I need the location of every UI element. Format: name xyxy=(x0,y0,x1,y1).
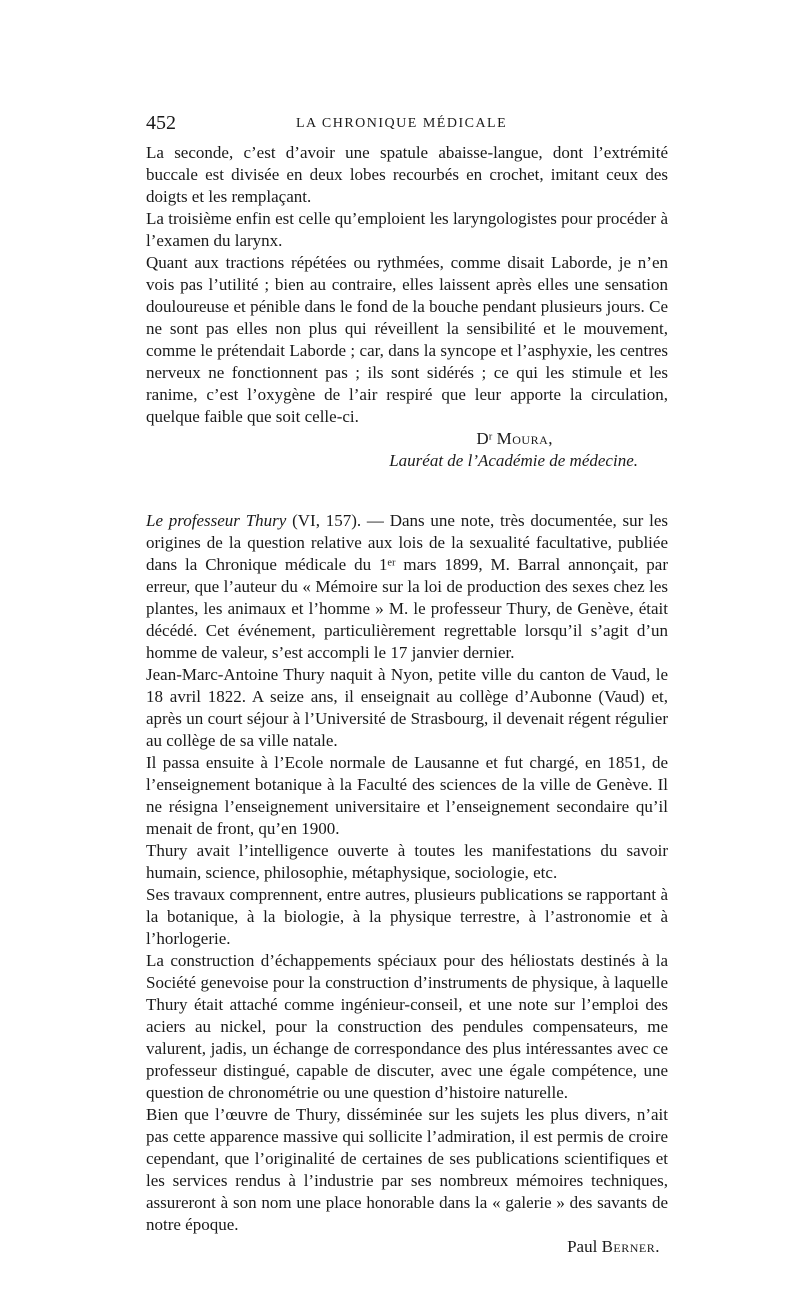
paragraph: La construction d’échappements spéciaux pour des héliostats destinés à la Société genevoise pour la construction d’instruments de physique, à laquelle Thury était attaché comme ingénieur-conseil, et une note sur l’emploi des aciers au nickel, pour la construction des pendules compensateurs, me valurent, jadis, un échange de correspondance des plus intéressantes avec ce professeur distingué, capable de discuter, avec une égale compétence, une question de chronométrie ou une question d’histoire naturelle. xyxy=(146,951,668,1102)
signature-surname: Moura, xyxy=(496,429,553,448)
paragraph: La seconde, c’est d’avoir une spatule abaisse-langue, dont l’extrémité buccale est divisée en deux lobes recourbés en crochet, imitant ceux des doigts et les remplaçant. xyxy=(146,143,668,206)
paragraph: Ses travaux comprennent, entre autres, plusieurs publications se rapportant à la botanique, à la biologie, à la physique terrestre, à l’astronomie et à l’horlogerie. xyxy=(146,885,668,948)
page-number: 452 xyxy=(146,112,176,134)
page-header xyxy=(146,112,668,138)
author-first-name: Paul xyxy=(567,1237,598,1256)
author-last-name: Berner. xyxy=(601,1237,660,1256)
paragraph: Quant aux tractions répétées ou rythmées, comme disait Laborde, je n’en vois pas l’utilité ; bien au contraire, elles laissent après elles une sensation douloureuse et pénible dans le fond de la bouche pendant plusieurs jours. Ce ne sont pas elles non plus qui réveillent la sensibilité et le mouvement, comme le prétendait Laborde ; car, dans la syncope et l’asphyxie, les centres nerveux ne fonctionnent pas ; ils sont sidérés ; ce qui les stimule et les ranime, c’est l’oxygène de l’air respiré que leur apporte la circulation, quelque faible que soit celle-ci. xyxy=(146,253,668,426)
running-title: LA CHRONIQUE MÉDICALE xyxy=(296,116,508,131)
paragraph: Thury avait l’intelligence ouverte à toutes les manifestations du savoir humain, science, philosophie, métaphysique, sociologie, etc. xyxy=(146,841,668,882)
article-lead-paragraph xyxy=(146,510,668,664)
signature-name xyxy=(146,428,668,450)
section-gap xyxy=(146,472,668,510)
author-signature xyxy=(146,1236,668,1258)
paragraph: Jean-Marc-Antoine Thury naquit à Nyon, petite ville du canton de Vaud, le 18 avril 1822. A seize ans, il enseignait au collège d’Aubonne (Vaud) et, après un court séjour à l’Université de Strasbourg, il devenait régent régulier au collège de sa ville natale. xyxy=(146,665,668,750)
paragraph: Il passa ensuite à l’Ecole normale de Lausanne et fut chargé, en 1851, de l’enseignement botanique à la Faculté des sciences de la ville de Genève. Il ne résigna l’enseignement universitaire et l’enseignement secondaire qu’il menait de front, qu’en 1900. xyxy=(146,753,668,838)
page-body xyxy=(146,142,668,1258)
article-title: Le professeur Thury xyxy=(146,511,287,530)
paragraph: Bien que l’œuvre de Thury, disséminée sur les sujets les plus divers, n’ait pas cette apparence massive qui sollicite l’admiration, il est permis de croire cependant, que l’originalité de certaines de ses publications scientifiques et les services rendus à l’industrie par ses nombreux mémoires techniques, assureront à son nom une place honorable dans la « galerie » des savants de notre époque. xyxy=(146,1105,668,1234)
paragraph: La troisième enfin est celle qu’emploient les laryngologistes pour procéder à l’examen du larynx. xyxy=(146,209,668,250)
signature-title: Lauréat de l’Académie de médecine. xyxy=(389,451,638,470)
signature-prefix: Dʳ xyxy=(476,429,493,448)
article-lead-text: (VI, 157). — Dans une note, très documentée, sur les origines de la question relative aux lois de la sexualité facultative, publiée dans la Chronique médicale du 1ᵉʳ mars 1899, M. Barral annonçait, par erreur, que l’auteur du « Mémoire sur la loi de production des sexes chez les plantes, les animaux et l’homme » M. le professeur Thury, de Genève, était décédé. Cet événement, particulièrement regrettable lorsqu’il s’agit d’un homme de valeur, s’est accompli le 17 janvier dernier. xyxy=(146,511,668,662)
